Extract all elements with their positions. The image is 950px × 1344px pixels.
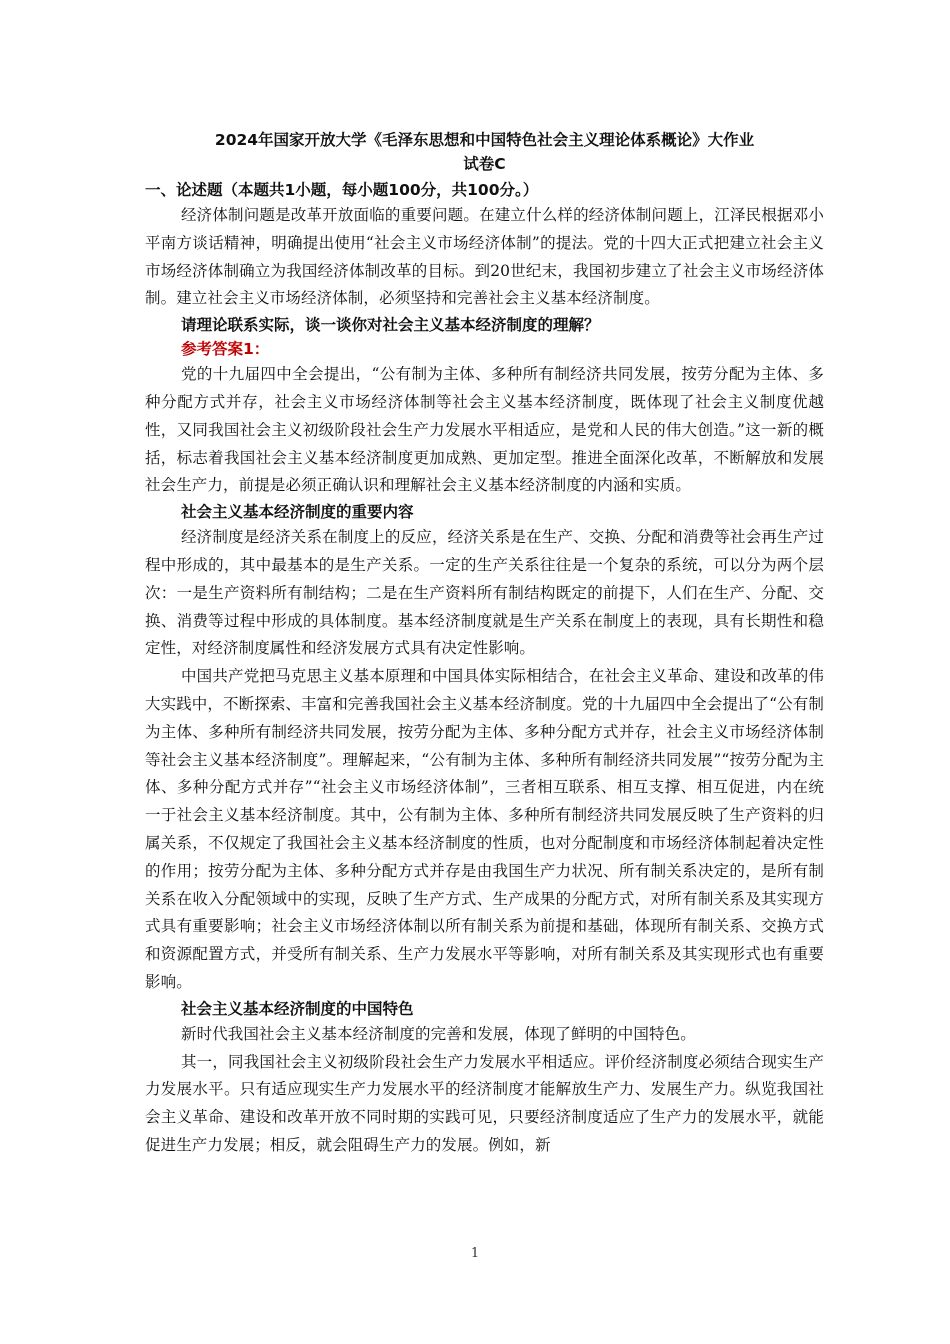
answer-label: 参考答案1：: [181, 340, 270, 359]
characteristics-paragraph-1: 新时代我国社会主义基本经济制度的完善和发展，体现了鲜明的中国特色。: [181, 1024, 696, 1043]
document-title: 2024年国家开放大学《毛泽东思想和中国特色社会主义理论体系概论》大作业: [214, 131, 755, 149]
question-text: 请理论联系实际，谈一谈你对社会主义基本经济制度的理解？: [181, 316, 600, 335]
page-number: 1: [470, 1246, 480, 1261]
content-paragraph-2: 中国共产党把马克思主义基本原理和中国具体实际相结合，在社会主义革命、建设和改革的伟大实践中，不断探索、丰富和完善我国社会主义基本经济制度。党的十九届四中全会提出了“公有制为主体、多种所有制经济共同发展，按劳分配为主体、多种分配方式并存，社会主义市场经济体制等社会主义基本经济制度”。理解起来，“公有制为主体、多种所有制经济共同发展”“按劳分配为主体、多种分配方式并存”“社会主义市场经济体制”，三者相互联系、相互支撑、相互促进，内在统一于社会主义基本经济制度。其中，公有制为主体、多种所有制经济共同发展反映了生产资料的归属关系，不仅规定了我国社会主义基本经济制度的性质，也对分配制度和市场经济体制起着决定性的作用；按劳分配为主体、多种分配方式并存是由我国生产力状况、所有制关系决定的，是所有制关系在收入分配领域中的实现，反映了生产方式、生产成果的分配方式，对所有制关系及其实现方式具有重要影响；社会主义市场经济体制以所有制关系为前提和基础，体现所有制关系、交换方式和资源配置方式，并受所有制关系、生产力发展水平等影响，对所有制关系及其实现形式也有重要影响。: [145, 667, 824, 991]
subheading-content: 社会主义基本经济制度的重要内容: [181, 503, 414, 522]
answer-intro-paragraph: 党的十九届四中全会提出，“公有制为主体、多种所有制经济共同发展，按劳分配为主体、多种分配方式并存，社会主义市场经济体制等社会主义基本经济制度，既体现了社会主义制度优越性，又同我国社会主义初级阶段社会生产力发展水平相适应，是党和人民的伟大创造。”这一新的概括，标志着我国社会主义基本经济制度更加成熟、更加定型。推进全面深化改革，不断解放和发展社会生产力，前提是必须正确认识和理解社会主义基本经济制度的内涵和实质。: [145, 365, 824, 495]
subheading-characteristics: 社会主义基本经济制度的中国特色: [181, 999, 414, 1018]
characteristics-paragraph-2: 其一，同我国社会主义初级阶段社会生产力发展水平相适应。评价经济制度必须结合现实生产力发展水平。只有适应现实生产力发展水平的经济制度才能解放生产力、发展生产力。纵览我国社会主义革命、建设和改革开放不同时期的实践可见，只要经济制度适应了生产力的发展水平，就能促进生产力发展；相反，就会阻碍生产力的发展。例如，新: [145, 1052, 824, 1154]
section-heading: 一、论述题（本题共1小题，每小题100分，共100分。）: [145, 181, 539, 199]
content-paragraph-1: 经济制度是经济关系在制度上的反应，经济关系是在生产、交换、分配和消费等社会再生产过程中形成的，其中最基本的是生产关系。一定的生产关系往往是一个复杂的系统，可以分为两个层次：一是生产资料所有制结构；二是在生产资料所有制结构既定的前提下，人们在生产、分配、交换、消费等过程中形成的具体制度。基本经济制度就是生产关系在制度上的表现，具有长期性和稳定性，对经济制度属性和经济发展方式具有决定性影响。: [145, 528, 824, 658]
document-subtitle: 试卷C: [463, 155, 506, 173]
prompt-paragraph: 经济体制问题是改革开放面临的重要问题。在建立什么样的经济体制问题上，江泽民根据邓小平南方谈话精神，明确提出使用“社会主义市场经济体制”的提法。党的十四大正式把建立社会主义市场经济体制确立为我国经济体制改革的目标。到20世纪末，我国初步建立了社会主义市场经济体制。建立社会主义市场经济体制，必须坚持和完善社会主义基本经济制度。: [145, 206, 824, 308]
